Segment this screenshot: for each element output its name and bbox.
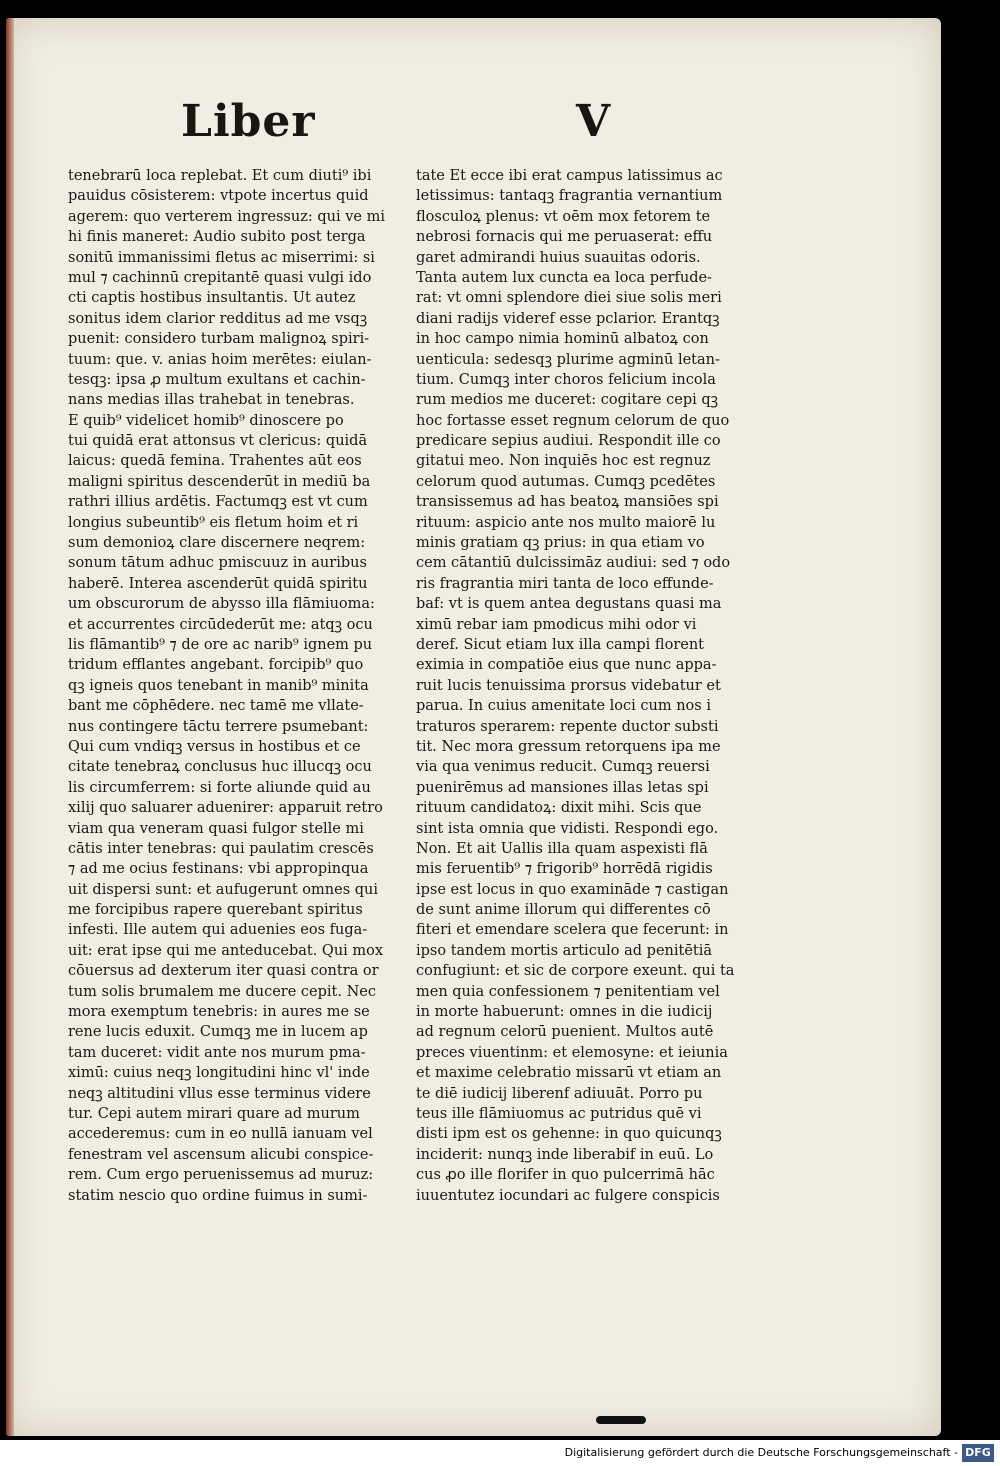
- text-line: qꝫ igneis quos tenebant in manib⁹ minita: [68, 677, 369, 694]
- text-line: iuuentutez iocundari ac fulgere conspicis: [416, 1187, 720, 1204]
- text-column-right: [416, 166, 761, 1206]
- text-line: et maxime celebratio missarū vt etiam an: [416, 1065, 722, 1082]
- text-line: maligni spiritus descenderūt in mediū ba: [68, 473, 371, 490]
- text-line: in hoc campo nimia hominū albatoꝝ con: [416, 331, 709, 348]
- text-line: puenirēmus ad mansiones illas letas spi: [416, 779, 709, 796]
- text-line: nans medias illas trahebat in tenebras.: [68, 392, 355, 409]
- text-line: lis flāmantib⁹ ⁊ de ore ac narib⁹ ignem pu: [68, 636, 373, 653]
- text-line: fenestram vel ascensum alicubi conspice-: [68, 1146, 374, 1163]
- text-line: transissemus ad has beatoꝝ mansiōes spi: [416, 494, 719, 511]
- text-line: cti captis hostibus insultantis. Ut autez: [68, 290, 356, 307]
- text-line: bant me cōphēdere. nec tamē me vllate-: [68, 698, 364, 715]
- page-edge: [6, 18, 14, 1436]
- text-line: ruit lucis tenuissima prorsus videbatur et: [416, 677, 721, 694]
- text-line: xilij quo saluarer aduenirer: apparuit retro: [68, 800, 383, 817]
- text-line: tate Et ecce ibi erat campus latissimus ac: [416, 168, 723, 184]
- dfg-logo-icon: DFG: [962, 1444, 994, 1462]
- text-line: rem. Cum ergo peruenissemus ad muruz:: [68, 1167, 374, 1184]
- book-page: [6, 18, 941, 1436]
- text-line: tenebrarū loca replebat. Et cum diuti⁹ ibi: [68, 168, 372, 184]
- text-line: disti ipm est os gehenne: in quo quicunqꝫ: [416, 1126, 722, 1143]
- text-line: cōuersus ad dexterum iter quasi contra or: [68, 963, 379, 980]
- text-line: cātis inter tenebras: qui paulatim crescēs: [68, 840, 374, 857]
- text-line: sonitus idem clarior redditus ad me vsqꝫ: [68, 310, 368, 327]
- text-line: pauidus cōsisterem: vtpote incertus quid: [68, 188, 369, 205]
- text-line: citate tenebraꝝ conclusus huc illucqꝫ ocu: [68, 759, 372, 776]
- text-line: hi finis maneret: Audio subito post terga: [68, 229, 366, 246]
- text-line: teus ille flāmiuomus ac putridus quē vi: [416, 1105, 702, 1122]
- text-line: longius subeuntib⁹ eis fletum hoim et ri: [68, 514, 359, 531]
- text-line: ximū: cuius neqꝫ longitudini hinc vl' inde: [68, 1065, 370, 1082]
- text-line: haberē. Interea ascenderūt quidā spiritu: [68, 575, 368, 592]
- text-line: tit. Nec mora gressum retorquens ipa me: [416, 738, 721, 755]
- text-line: fiteri et emendare scelera que fecerunt: in: [416, 922, 729, 939]
- text-line: nus contingere tāctu terrere psumebant:: [68, 718, 369, 735]
- text-line: ris fragrantia miri tanta de loco effunde-: [416, 575, 714, 592]
- text-line: ipse est locus in quo examināde ⁊ castigan: [416, 881, 729, 898]
- text-line: parua. In cuius amenitate loci cum nos i: [416, 698, 711, 715]
- text-line: agerem: quo verterem ingressuz: qui ve mi: [68, 208, 385, 225]
- text-line: ximū rebar iam pmodicus mihi odor vi: [416, 616, 697, 633]
- text-line: mora exemptum tenebris: in aures me se: [68, 1004, 370, 1021]
- text-line: mis feruentib⁹ ⁊ frigorib⁹ horrēdā rigidis: [416, 861, 713, 878]
- text-line: ⁊ ad me ocius festinans: vbi appropinqua: [68, 861, 369, 878]
- text-line: E quib⁹ videlicet homib⁹ dinoscere po: [68, 412, 344, 429]
- text-line: sonitū immanissimi fletus ac miserrimi: si: [68, 249, 375, 266]
- credit-bar: [0, 1440, 1000, 1466]
- text-line: tesqꝫ: ipsa ꝓ multum exultans et cachin-: [68, 371, 366, 388]
- text-line: Qui cum vndiqꝫ versus in hostibus et ce: [68, 738, 361, 755]
- text-line: sum demonioꝝ clare discernere neqrem:: [68, 535, 366, 552]
- text-line: uenticula: sedesqꝫ plurime agminū letan-: [416, 351, 720, 368]
- text-line: Tanta autem lux cuncta ea loca perfude-: [416, 269, 712, 286]
- text-line: et accurrentes circūdederūt me: atqꝫ ocu: [68, 616, 373, 633]
- text-line: in morte habuerunt: omnes in die iudicij: [416, 1004, 713, 1021]
- printer-mark: [596, 1416, 646, 1424]
- text-line: sint ista omnia que vidisti. Respondi ego.: [416, 820, 719, 837]
- text-line: statim nescio quo ordine fuimus in sumi-: [68, 1187, 368, 1204]
- text-line: tuum: que. v. anias hoim merētes: eiulan-: [68, 351, 372, 368]
- text-line: minis gratiam qꝫ prius: in qua etiam vo: [416, 535, 705, 552]
- text-line: diani radijs videref esse pclarior. Erantqꝫ: [416, 310, 720, 327]
- text-line: rene lucis eduxit. Cumqꝫ me in lucem ap: [68, 1024, 368, 1041]
- text-line: rathri illius ardētis. Factumqꝫ est vt cum: [68, 494, 368, 511]
- text-line: me forcipibus rapere querebant spiritus: [68, 902, 363, 919]
- text-line: gitatui meo. Non inquiēs hoc est regnuz: [416, 453, 711, 470]
- text-line: tum solis brumalem me ducere cepit. Nec: [68, 983, 376, 1000]
- text-line: letissimus: tantaqꝫ fragrantia vernantium: [416, 188, 723, 205]
- text-line: baf: vt is quem antea degustans quasi ma: [416, 596, 722, 613]
- text-line: cus ꝓo ille florifer in quo pulcerrimā hāc: [416, 1167, 715, 1184]
- text-line: celorum quod autumas. Cumqꝫ pcedētes: [416, 473, 716, 490]
- text-line: lis circumferrem: si forte aliunde quid au: [68, 779, 371, 796]
- text-line: um obscurorum de abysso illa flāmiuoma:: [68, 596, 375, 613]
- text-line: accederemus: cum in eo nullā ianuam vel: [68, 1126, 373, 1143]
- text-line: rituum candidatoꝝ: dixit mihi. Scis que: [416, 800, 702, 817]
- text-line: rum medios me duceret: cogitare cepi qꝫ: [416, 392, 719, 409]
- funding-credit: Digitalisierung gefördert durch die Deutsche Forschungsgemeinschaft -: [564, 1446, 958, 1459]
- text-line: neqꝫ altitudini vllus esse terminus videre: [68, 1085, 371, 1102]
- text-line: flosculoꝝ plenus: vt oēm mox fetorem te: [416, 208, 711, 225]
- text-line: uit: erat ipse qui me anteducebat. Qui mox: [68, 942, 384, 959]
- text-line: rituum: aspicio ante nos multo maiorē lu: [416, 514, 716, 531]
- text-line: eximia in compatiōe eius que nunc appa-: [416, 657, 717, 674]
- text-line: predicare sepius audiui. Respondit ille co: [416, 433, 721, 450]
- text-column-left: [68, 166, 413, 1206]
- text-line: via qua venimus reducit. Cumqꝫ reuersi: [416, 759, 710, 776]
- text-line: ipso tandem mortis articulo ad penitētiā: [416, 942, 713, 959]
- text-line: viam qua veneram quasi fulgor stelle mi: [68, 820, 364, 837]
- text-line: de sunt anime illorum qui differentes cō: [416, 902, 711, 919]
- text-line: confugiunt: et sic de corpore exeunt. qui ta: [416, 963, 735, 980]
- text-line: puenit: considero turbam malignoꝝ spiri-: [68, 331, 370, 348]
- text-line: inciderit: nunqꝫ inde liberabif in euū. Lo: [416, 1146, 714, 1163]
- book-number: V: [576, 96, 611, 147]
- text-line: men quia confessionem ⁊ penitentiam vel: [416, 983, 720, 1000]
- text-line: tridum efflantes angebant. forcipib⁹ quo: [68, 657, 364, 674]
- text-line: ad regnum celorū puenient. Multos autē: [416, 1024, 714, 1041]
- text-line: uit dispersi sunt: et aufugerunt omnes qui: [68, 881, 379, 898]
- text-line: preces viuentinm: et elemosyne: et ieiunia: [416, 1044, 728, 1061]
- text-line: tium. Cumqꝫ inter choros felicium incola: [416, 371, 716, 388]
- page-header: [6, 96, 941, 166]
- text-line: traturos sperarem: repente ductor substi: [416, 718, 719, 735]
- running-title: Liber: [181, 96, 316, 147]
- text-line: hoc fortasse esset regnum celorum de quo: [416, 412, 730, 429]
- text-line: sonum tātum adhuc pmiscuuz in auribus: [68, 555, 367, 572]
- text-line: rat: vt omni splendore diei siue solis meri: [416, 290, 722, 307]
- text-line: laicus: quedā femina. Trahentes aūt eos: [68, 453, 362, 470]
- text-line: garet admirandi huius suauitas odoris.: [416, 249, 701, 266]
- text-line: tur. Cepi autem mirari quare ad murum: [68, 1105, 360, 1122]
- text-line: cem cātantiū dulcissimāz audiui: sed ⁊ odo: [416, 555, 731, 572]
- text-line: te diē iudicij liberenf adiuuāt. Porro pu: [416, 1085, 703, 1102]
- text-line: infesti. Ille autem qui aduenies eos fuga-: [68, 922, 368, 939]
- text-line: mul ⁊ cachinnū crepitantē quasi vulgi ido: [68, 269, 372, 286]
- text-line: Non. Et ait Uallis illa quam aspexisti flā: [416, 840, 708, 857]
- text-line: deref. Sicut etiam lux illa campi florent: [416, 636, 705, 653]
- text-line: tui quidā erat attonsus vt clericus: quidā: [68, 433, 368, 450]
- text-line: tam duceret: vidit ante nos murum pma-: [68, 1044, 366, 1061]
- text-line: nebrosi fornacis qui me peruaserat: effu: [416, 229, 713, 246]
